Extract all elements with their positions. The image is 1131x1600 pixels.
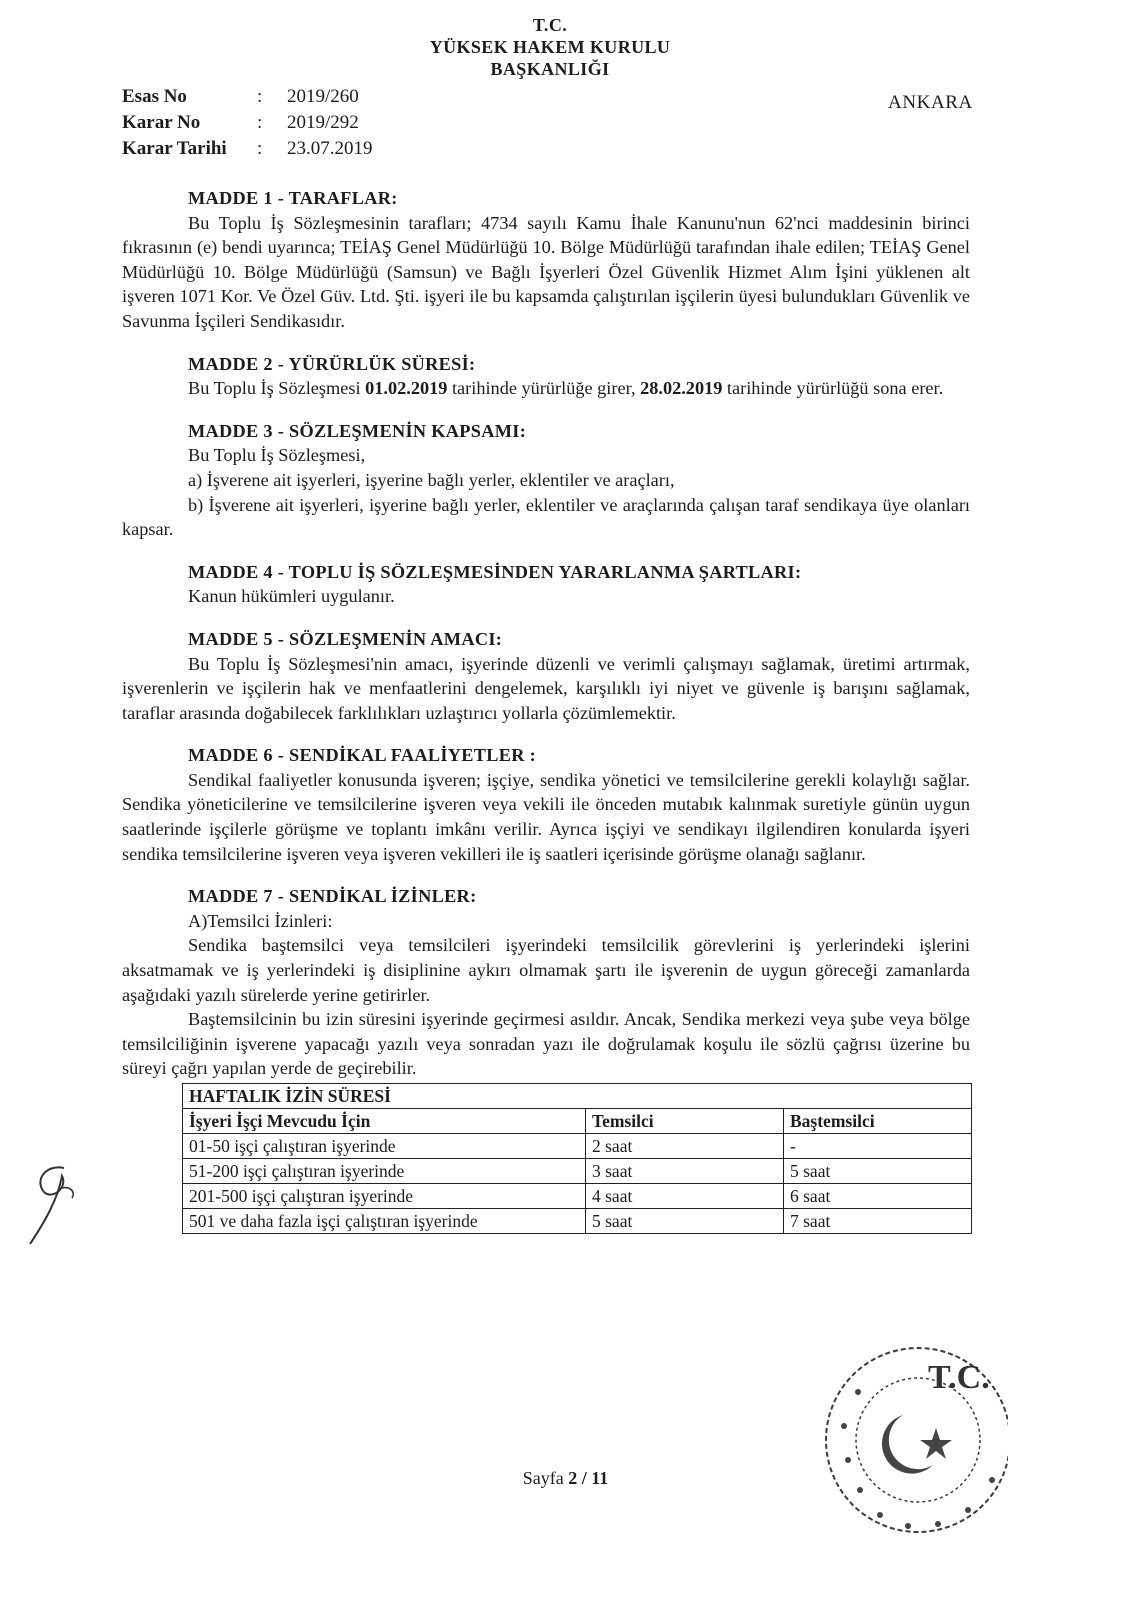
- column-header: İşyeri İşçi Mevcudu İçin: [183, 1109, 586, 1134]
- city-name: ANKARA: [888, 92, 973, 113]
- meta-value: 2019/260: [287, 86, 359, 107]
- article-4: [122, 560, 970, 609]
- meta-value: 23.07.2019: [287, 138, 373, 159]
- article-subtitle: A)Temsilci İzinleri:: [188, 910, 333, 931]
- column-header: Baştemsilci: [784, 1109, 972, 1134]
- header-line-court: YÜKSEK HAKEM KURULU: [429, 37, 671, 57]
- meta-label: Karar No: [122, 112, 201, 133]
- text-run: Bu Toplu İş Sözleşmesi: [188, 378, 366, 399]
- article-6: [122, 743, 970, 866]
- handwritten-initial-icon: [24, 1158, 84, 1248]
- article-7: [122, 884, 970, 1081]
- article-1: [122, 186, 970, 334]
- table-header-row: [183, 1109, 972, 1134]
- article-intro: Bu Toplu İş Sözleşmesi,: [188, 445, 366, 466]
- table-row: [183, 1159, 972, 1184]
- article-title: MADDE 3 - SÖZLEŞMENİN KAPSAMI:: [188, 420, 527, 441]
- article-title: MADDE 7 - SENDİKAL İZİNLER:: [188, 886, 477, 907]
- meta-row-karar: [122, 110, 373, 136]
- table-cell: -: [784, 1134, 972, 1159]
- page-number: 2 / 11: [568, 1468, 609, 1488]
- table-cell: 5 saat: [784, 1159, 972, 1184]
- article-text: [122, 376, 970, 401]
- table-cell: 5 saat: [586, 1209, 784, 1234]
- article-item-a: a) İşverene ait işyerleri, işyerine bağlı yerler, eklentiler ve araçları,: [188, 469, 675, 490]
- header-line-tc: T.C.: [532, 15, 568, 35]
- table-row: [183, 1134, 972, 1159]
- meta-colon: :: [257, 138, 263, 159]
- end-date: 28.02.2019: [640, 378, 723, 399]
- meta-colon: :: [257, 112, 263, 133]
- weekly-leave-table: [182, 1083, 972, 1234]
- table-row: [183, 1209, 972, 1234]
- text-run: tarihinde yürürlüğe girer,: [447, 378, 641, 399]
- table-cell: 51-200 işçi çalıştıran işyerinde: [183, 1159, 586, 1184]
- table-cell: 6 saat: [784, 1184, 972, 1209]
- table-cell: 3 saat: [586, 1159, 784, 1184]
- article-title: MADDE 6 - SENDİKAL FAALİYETLER :: [188, 745, 537, 766]
- table-cell: 7 saat: [784, 1209, 972, 1234]
- article-text: Bu Toplu İş Sözleşmesi'nin amacı, işyerinde düzenli ve verimli çalışmayı sağlamak, üretimi artırmak, işverenlerin ve işçilerin hak ve menfaatlerini dengelemek, karşılıklı iyi niyet ve güvenle iş barışını sağlamak, taraflar arasında doğabilecek farklılıkları uzlaştırıcı yollarla çözümlemektir.: [122, 653, 970, 723]
- case-metadata: [122, 84, 373, 162]
- table-caption: HAFTALIK İZİN SÜRESİ: [183, 1084, 972, 1109]
- article-title: MADDE 5 - SÖZLEŞMENİN AMACI:: [188, 628, 503, 649]
- article-3: [122, 419, 970, 542]
- article-title: MADDE 2 - YÜRÜRLÜK SÜRESİ:: [188, 353, 476, 374]
- text-run: tarihinde yürürlüğü sona erer.: [722, 378, 944, 399]
- article-text: Kanun hükümleri uygulanır.: [188, 586, 395, 607]
- header-line-presidency: BAŞKANLIĞI: [490, 59, 610, 79]
- meta-value: 2019/292: [287, 112, 359, 133]
- meta-row-esas: [122, 84, 373, 110]
- article-5: [122, 627, 970, 725]
- table-cell: 2 saat: [586, 1134, 784, 1159]
- article-title: MADDE 1 - TARAFLAR:: [188, 188, 398, 208]
- page-label: Sayfa: [522, 1468, 569, 1488]
- article-paragraph: Baştemsilcinin bu izin süresini işyerinde geçirmesi asıldır. Ancak, Sendika merkezi veya şube veya bölge temsilciliğinin işverene yapacağı yazılı veya sonradan yazı ile doğrulamak koşulu ile sözlü çağrısı üzerine bu süreyi çağrı yapılan yerde de geçirebilir.: [122, 1009, 970, 1079]
- table-cell: 501 ve daha fazla işçi çalıştıran işyerinde: [183, 1209, 586, 1234]
- article-item-b: b) İşverene ait işyerleri, işyerine bağlı yerler, eklentiler ve araçlarında çalışan taraf sendikaya üye olanları kapsar.: [122, 494, 970, 540]
- document-body: [122, 186, 970, 1234]
- table-caption-row: [183, 1084, 972, 1109]
- meta-row-tarih: [122, 136, 373, 162]
- article-text: Bu Toplu İş Sözleşmesinin tarafları; 4734 sayılı Kamu İhale Kanunu'nun 62'nci maddesinin birinci fıkrasının (e) bendi uyarınca; TEİAŞ Genel Müdürlüğü 10. Bölge Müdürlüğü tarafından ihale edilen; TEİAŞ Genel Müdürlüğü 10. Bölge Müdürlüğü (Samsun) ve Bağlı İşyerleri Özel Güvenlik Hizmet Alım İşini yüklenen alt işveren 1071 Kor. Ve Özel Güv. Ltd. Şti. işyeri ile bu kapsamda çalıştırılan işçilerin üyesi bulundukları Güvenlik ve Savunma İşçileri Sendikasıdır.: [122, 212, 970, 331]
- official-seal-icon: [808, 1330, 1008, 1540]
- seal-lettering: T.C.: [928, 1359, 990, 1396]
- institution-header: [300, 14, 800, 80]
- table-cell: 201-500 işçi çalıştıran işyerinde: [183, 1184, 586, 1209]
- column-header: Temsilci: [586, 1109, 784, 1134]
- article-title: MADDE 4 - TOPLU İŞ SÖZLEŞMESİNDEN YARARLANMA ŞARTLARI:: [188, 561, 802, 582]
- table-row: [183, 1184, 972, 1209]
- meta-label: Esas No: [122, 86, 187, 107]
- article-2: [122, 352, 970, 401]
- table-cell: 4 saat: [586, 1184, 784, 1209]
- meta-colon: :: [257, 86, 263, 107]
- start-date: 01.02.2019: [365, 378, 448, 399]
- meta-label: Karar Tarihi: [122, 138, 227, 159]
- article-paragraph: Sendika baştemsilci veya temsilcileri işyerindeki temsilcilik görevlerini iş yerlerindeki işlerini aksatmamak ve iş yerlerindeki iş disiplinine aykırı olmamak şartı ile işverenin de uygun göreceği zamanlarda aşağıdaki yazılı sürelerde yerine getirirler.: [122, 935, 970, 1005]
- table-cell: 01-50 işçi çalıştıran işyerinde: [183, 1134, 586, 1159]
- article-text: Sendikal faaliyetler konusunda işveren; işçiye, sendika yönetici ve temsilcilerine gerekli kolaylığı sağlar. Sendika yöneticilerine ve temsilcilerine işveren veya vekili ile önceden mutabık kalınmak suretiyle günün uygun saatlerinde işçilerle görüşme ve toplantı imkânı verilir. Ayrıca işçiyi ve sendikayı ilgilendiren konularda işyeri sendika temsilcilerine işveren veya işveren vekilleri ile iş saatleri içerisinde görüşme olanağı sağlanır.: [122, 769, 970, 864]
